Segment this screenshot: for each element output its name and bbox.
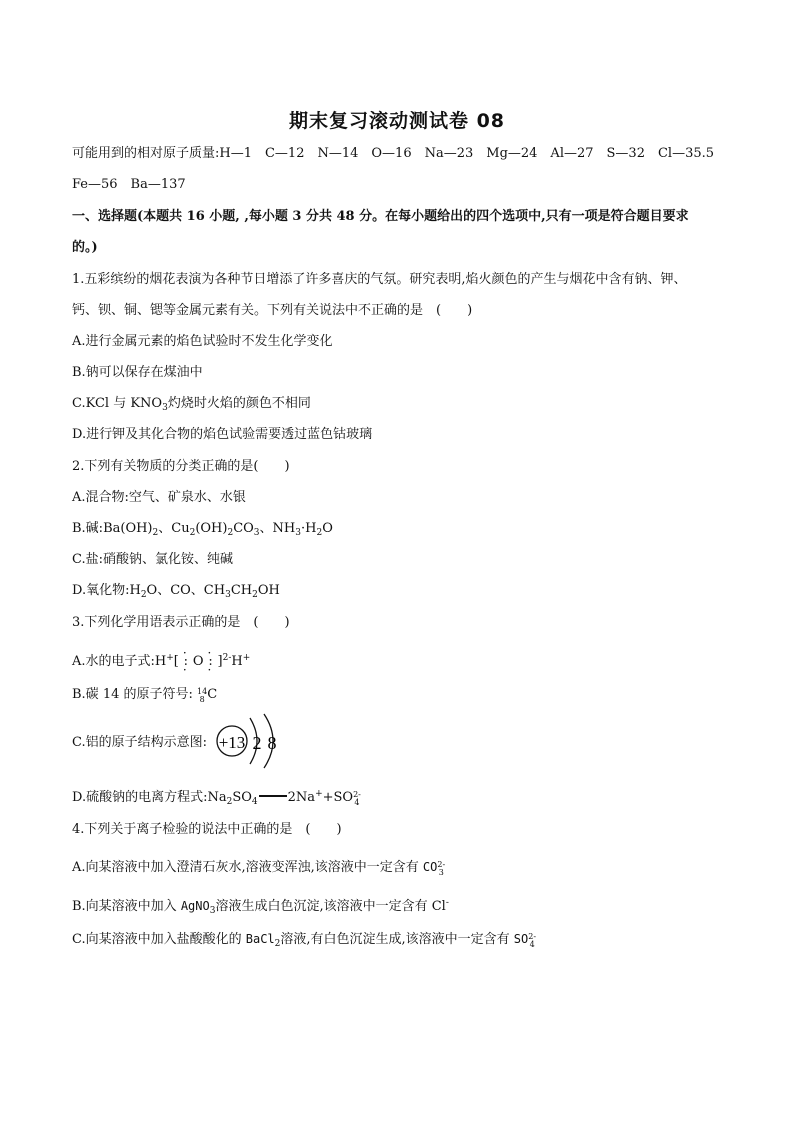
section-heading-line-1: 一、选择题(本题共 16 小题, ,每小题 3 分共 48 分。在每小题给出的四个选项中,只有一项是符合题目要求 [72,209,689,224]
q4-c-post: 溶液,有白色沉淀生成,该溶液中一定含有 [280,932,514,947]
q4-stem: 4.下列关于离子检验的说法中正确的是 ( ) [72,822,342,837]
q1-option-a: A.进行金属元素的焰色试验时不发生化学变化 [72,334,333,349]
q2-b-mid3: CO [233,521,254,536]
q1-c-pre: C.KCl 与 KNO [72,396,163,411]
nuclide-notation [197,688,207,704]
q2-b-sub3: 2 [227,528,234,538]
q3-d-mid: SO [232,790,252,805]
sulfate-sup: 2- [353,790,361,799]
equals-sign [259,795,287,797]
q3-stem: 3.下列化学用语表示正确的是 ( ) [72,615,290,630]
q3-b-post: C [207,687,218,702]
q3-a-oxygen: O [192,654,204,669]
atomic-mass-line-1: 可能用到的相对原子质量:H—1 C—12 N—14 O—16 Na—23 Mg—24 Al—27 S—32 Cl—35.5 [72,146,715,161]
q1-c-post: 灼烧时火焰的颜色不相同 [167,396,311,411]
q4-c-reagent-sub: 2 [274,939,281,949]
q3-a-sup3: + [242,653,251,663]
q4-b-reagent: AgNO [180,899,210,913]
q3-d-sub2: 4 [251,797,258,807]
q2-b-post: 、NH [259,521,296,536]
electron-dots-right: · : · [204,653,218,671]
q2-d-mid: O、CO、CH [146,583,226,598]
q4-option-b [72,894,449,920]
q2-b-sub5: 3 [295,528,301,538]
q4-option-a [72,858,445,877]
q2-option-b [72,520,333,542]
q2-d-sub1: 2 [140,590,147,600]
q4-a-ion: CO [422,860,438,874]
q2-d-pre: D.氧化物:H [72,583,141,598]
q3-option-d [72,785,361,811]
page-title: 期末复习滚动测试卷 08 [288,110,506,132]
q1-c-sub: 3 [162,403,168,413]
atomic-number: 8 [199,695,205,704]
q3-option-a [72,649,250,671]
q1-stem-line-2: 钙、钡、铜、锶等金属元素有关。下列有关说法中不正确的是 ( ) [72,303,473,318]
q2-b-sub1: 2 [152,528,159,538]
aluminum-atom-diagram [212,712,292,770]
sulfate-ion-sub: 4 [529,940,535,949]
q2-d-sub2: 3 [225,590,231,600]
q3-b-pre: B.碳 14 的原子符号: [72,687,198,702]
q3-a-post: H [231,654,243,669]
shell-2-electrons: 8 [267,733,277,753]
carbonate-charge [437,861,445,877]
q2-d-mid2: CH [230,583,253,598]
q4-b-pre: B.向某溶液中加入 [72,899,181,914]
electron-dots-left: · : · [179,653,193,671]
sulfate-ion-charge [528,933,536,949]
q1-stem-line-1: 1.五彩缤纷的烟花表演为各种节日增添了许多喜庆的气氛。研究表明,焰火颜色的产生与烟花中含有钠、钾、 [72,272,687,287]
q2-b-end2: O [322,521,333,536]
q2-b-sub2: 2 [189,528,196,538]
q4-c-reagent: BaCl [245,932,275,946]
q2-b-mid: 、Cu [158,521,190,536]
carbonate-sup: 2- [437,860,446,869]
section-heading-line-2: 的。) [72,240,98,255]
sulfate-charge [353,791,361,807]
q3-a-mid: [ [173,654,179,669]
q3-d-sup1: + [315,789,323,799]
q3-d-sub1: 2 [226,797,233,807]
q3-a-mid2: ] [217,654,223,669]
nucleus-charge: +13 [218,733,246,752]
sulfate-ion-sup: 2- [528,932,537,941]
q3-d-post: 2Na [287,790,316,805]
q1-option-c [72,395,311,417]
q4-c-pre: C.向某溶液中加入盐酸酸化的 [72,932,246,947]
q1-option-b: B.钠可以保存在煤油中 [72,365,203,380]
carbonate-sub: 3 [438,868,444,877]
atomic-mass-line-2: Fe—56 Ba—137 [72,177,186,192]
q2-d-post: OH [257,583,280,598]
q4-b-post: 溶液生成白色沉淀,该溶液中一定含有 Cl [215,899,446,914]
q4-c-ion: SO [513,932,529,946]
q1-option-d: D.进行钾及其化合物的焰色试验需要透过蓝色钴玻璃 [72,427,373,442]
q3-option-c-label: C.铝的原子结构示意图: [72,735,207,750]
q3-a-sup1: + [166,653,174,663]
sulfate-sub: 4 [354,798,360,807]
q3-a-pre: A.水的电子式:H [72,654,167,669]
q4-b-reagent-sub: 3 [209,906,216,916]
q2-b-mid2: (OH) [195,521,228,536]
q3-a-sup2: 2- [222,653,232,663]
mass-number: 14 [197,687,208,696]
q4-b-sup: - [445,898,449,908]
q4-option-c [72,930,536,953]
q2-option-c: C.盐:硝酸钠、氯化铵、纯碱 [72,552,233,567]
q2-b-sub6: 2 [316,528,323,538]
q3-option-b [72,686,217,704]
shell-1-electrons: 2 [252,733,262,753]
q2-option-d [72,582,280,604]
q2-d-sub3: 2 [252,590,258,600]
q2-stem: 2.下列有关物质的分类正确的是( ) [72,459,290,474]
q2-b-end: ·H [300,521,317,536]
q2-b-pre: B.碱:Ba(OH) [72,521,153,536]
q2-option-a: A.混合物:空气、矿泉水、水银 [72,490,246,505]
q3-d-pre: D.硫酸钠的电离方程式:Na [72,790,227,805]
q2-b-sub4: 3 [253,528,260,538]
q4-a-pre: A.向某溶液中加入澄清石灰水,溶液变浑浊,该溶液中一定含有 [72,860,423,875]
q3-d-plus: +SO [322,790,354,805]
